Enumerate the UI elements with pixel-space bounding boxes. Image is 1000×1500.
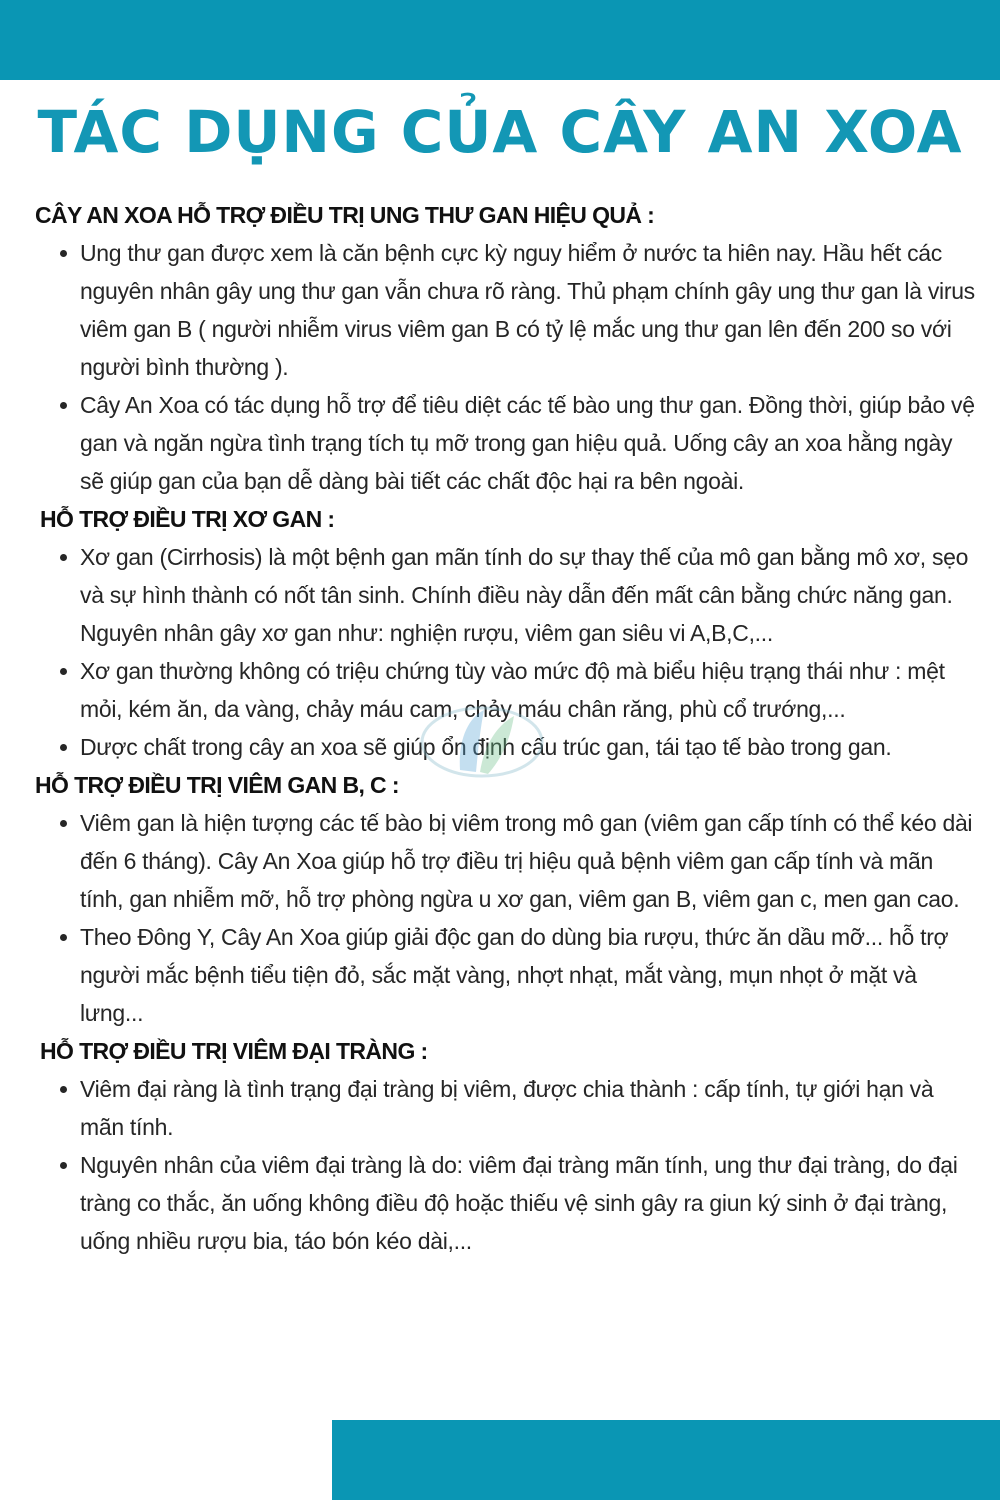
bullet-icon [60, 934, 67, 941]
section-cirrhosis [0, 500, 1000, 766]
list-item [0, 1070, 1000, 1146]
section-heading: CÂY AN XOA HỖ TRỢ ĐIỀU TRỊ UNG THƯ GAN HIỆU QUẢ : [35, 202, 655, 228]
list-item-text: Viêm gan là hiện tượng các tế bào bị viêm trong mô gan (viêm gan cấp tính có thể kéo dài đến 6 tháng). Cây An Xoa giúp hỗ trợ điều trị hiệu quả bệnh viêm gan cấp tính và mãn tính, gan nhiễm mỡ, hỗ trợ phòng ngừa u xơ gan, viêm gan B, viêm gan c, men gan cao. [80, 810, 973, 912]
bullet-list [0, 234, 1000, 500]
list-item [0, 652, 1000, 728]
list-item-text: Viêm đại ràng là tình trạng đại tràng bị viêm, được chia thành : cấp tính, tự giới hạn và mãn tính. [80, 1076, 934, 1140]
bullet-icon [60, 744, 67, 751]
list-item-text: Xơ gan (Cirrhosis) là một bệnh gan mãn tính do sự thay thế của mô gan bằng mô xơ, sẹo và sự hình thành có nốt tân sinh. Chính điều này dẫn đến mất cân bằng chức năng gan. Nguyên nhân gây xơ gan như: nghiện rượu, viêm gan siêu vi A,B,C,... [80, 544, 969, 646]
list-item [0, 386, 1000, 500]
list-item [0, 234, 1000, 386]
list-item-text: Theo Đông Y, Cây An Xoa giúp giải độc gan do dùng bia rượu, thức ăn dầu mỡ... hỗ trợ người mắc bệnh tiểu tiện đỏ, sắc mặt vàng, nhợt nhạt, mắt vàng, mụn nhọt ở mặt và lưng... [80, 924, 949, 1026]
bullet-list [0, 538, 1000, 766]
section-liver-cancer [0, 196, 1000, 500]
page-title: TÁC DỤNG CỦA CÂY AN XOA [37, 98, 963, 166]
bullet-icon [60, 402, 67, 409]
bullet-icon [60, 250, 67, 257]
bullet-icon [60, 820, 67, 827]
list-item [0, 804, 1000, 918]
list-item-text: Ung thư gan được xem là căn bệnh cực kỳ nguy hiểm ở nước ta hiên nay. Hầu hết các nguyên nhân gây ung thư gan vẫn chưa rõ ràng. Thủ phạm chính gây ung thư gan là virus viêm gan B ( người nhiễm virus viêm gan B có tỷ lệ mắc ung thư gan lên đến 200 so với người bình thường ). [80, 240, 975, 380]
list-item-text: Xơ gan thường không có triệu chứng tùy vào mức độ mà biểu hiệu trạng thái như : mệt mỏi, kém ăn, da vàng, chảy máu cam, chảy máu chân răng, phù cổ trướng,... [80, 658, 945, 722]
bullet-list [0, 804, 1000, 1032]
list-item [0, 538, 1000, 652]
bullet-icon [60, 1162, 67, 1169]
section-heading: HỖ TRỢ ĐIỀU TRỊ VIÊM GAN B, C : [35, 772, 399, 798]
section-heading: HỖ TRỢ ĐIỀU TRỊ VIÊM ĐẠI TRÀNG : [40, 1038, 428, 1064]
article-body [0, 196, 1000, 1260]
bullet-icon [60, 668, 67, 675]
list-item-text: Cây An Xoa có tác dụng hỗ trợ để tiêu diệt các tế bào ung thư gan. Đồng thời, giúp bảo vệ gan và ngăn ngừa tình trạng tích tụ mỡ trong gan hiệu quả. Uống cây an xoa hằng ngày sẽ giúp gan của bạn dễ dàng bài tiết các chất độc hại ra bên ngoài. [80, 392, 975, 494]
list-item [0, 728, 1000, 766]
top-banner [0, 0, 1000, 80]
list-item [0, 1146, 1000, 1260]
bottom-banner [332, 1420, 1000, 1500]
bullet-list [0, 1070, 1000, 1260]
bullet-icon [60, 554, 67, 561]
section-colitis [0, 1032, 1000, 1260]
list-item-text: Nguyên nhân của viêm đại tràng là do: viêm đại tràng mãn tính, ung thư đại tràng, do đại tràng co thắc, ăn uống không điều độ hoặc thiếu vệ sinh gây ra giun ký sinh ở đại tràng, uống nhiều rượu bia, táo bón kéo dài,... [80, 1152, 958, 1254]
bullet-icon [60, 1086, 67, 1093]
list-item [0, 918, 1000, 1032]
section-heading: HỖ TRỢ ĐIỀU TRỊ XƠ GAN : [40, 506, 335, 532]
section-hepatitis [0, 766, 1000, 1032]
list-item-text: Dược chất trong cây an xoa sẽ giúp ổn định cấu trúc gan, tái tạo tế bào trong gan. [80, 734, 892, 760]
